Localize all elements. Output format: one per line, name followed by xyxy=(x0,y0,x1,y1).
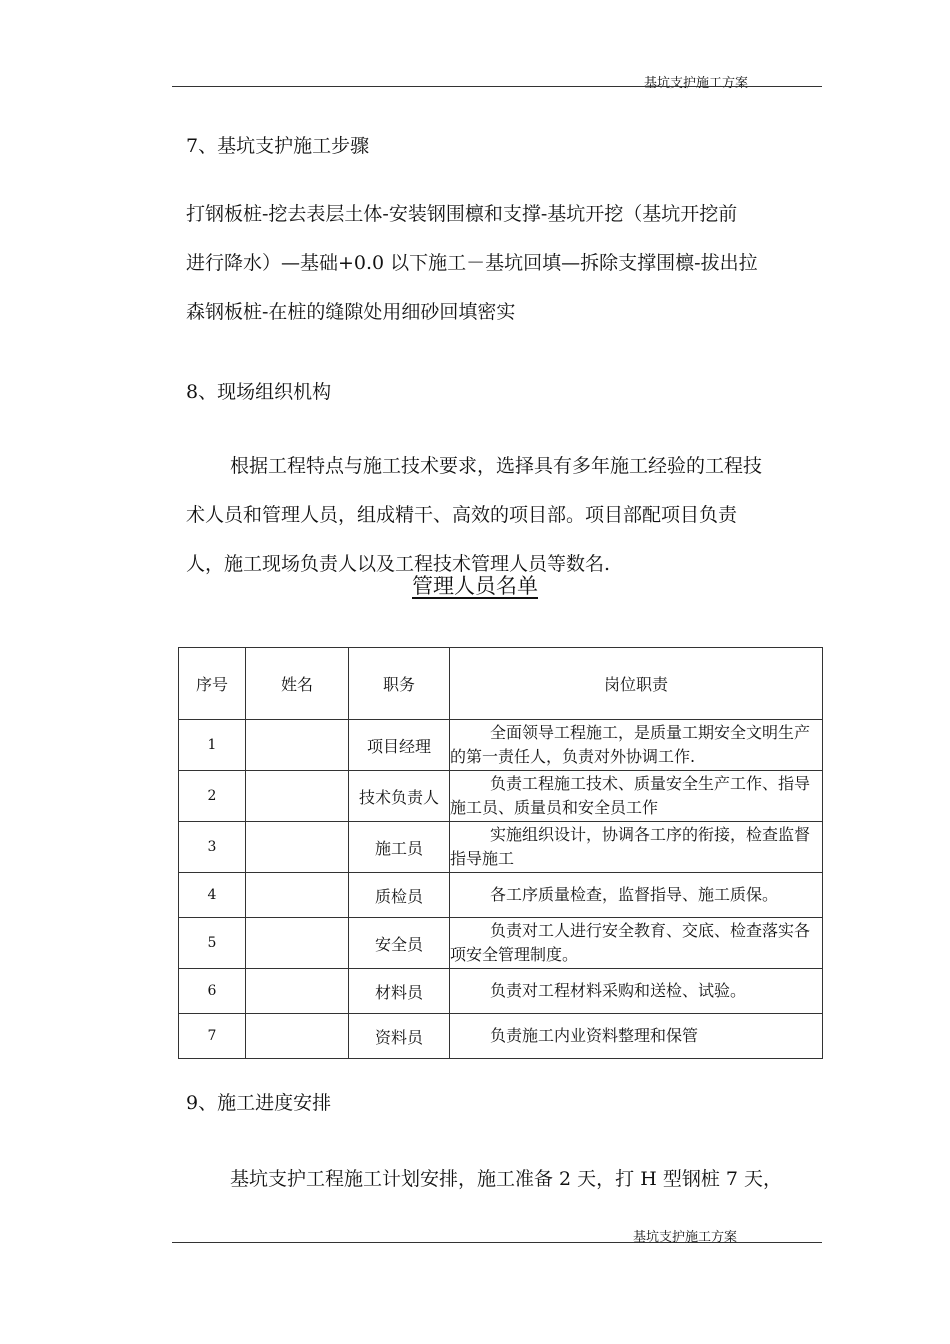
row-duty-text: 全面领导工程施工，是质量工期安全文明生产的第一责任人，负责对外协调工作. xyxy=(450,723,811,766)
section-7-line: 森钢板桩-在桩的缝隙处用细砂回填密实 xyxy=(186,301,516,323)
row-name xyxy=(246,1014,349,1059)
row-duty xyxy=(450,1014,823,1059)
row-duty-text: 负责施工内业资料整理和保管 xyxy=(490,1026,699,1045)
table-header-row xyxy=(179,648,823,720)
row-position: 技术负责人 xyxy=(349,771,450,822)
row-name xyxy=(246,771,349,822)
page-footer-title: 基坑支护施工方案 xyxy=(633,1230,738,1245)
row-position: 施工员 xyxy=(349,822,450,873)
section-8-line: 人，施工现场负责人以及工程技术管理人员等数名. xyxy=(186,553,611,575)
page-header-title: 基坑支护施工方案 xyxy=(644,76,749,91)
section-7-line: 打钢板桩-挖去表层土体-安装钢围檩和支撑-基坑开挖（基坑开挖前 xyxy=(186,203,738,225)
row-duty xyxy=(450,918,823,969)
staff-table xyxy=(178,647,823,1059)
row-duty-text: 负责工程施工技术、质量安全生产工作、指导施工员、质量员和安全员工作 xyxy=(450,774,811,817)
section-7-body xyxy=(186,190,832,337)
section-7-line: 进行降水）—基础+0.0 以下施工－基坑回填—拆除支撑围檩-拔出拉 xyxy=(186,252,758,274)
row-duty xyxy=(450,822,823,873)
row-number: 7 xyxy=(179,1014,246,1059)
row-name xyxy=(246,873,349,918)
row-duty-text: 实施组织设计，协调各工序的衔接，检查监督指导施工 xyxy=(450,825,811,868)
section-8-body xyxy=(186,442,832,589)
table-row xyxy=(179,720,823,771)
section-9-heading: 9、施工进度安排 xyxy=(186,1092,332,1114)
row-duty xyxy=(450,720,823,771)
row-position: 安全员 xyxy=(349,918,450,969)
row-position: 项目经理 xyxy=(349,720,450,771)
row-number: 6 xyxy=(179,969,246,1014)
column-header: 姓名 xyxy=(246,648,349,720)
section-8-line: 根据工程特点与施工技术要求，选择具有多年施工经验的工程技 xyxy=(230,455,763,477)
row-duty-text: 负责对工程材料采购和送检、试验。 xyxy=(490,981,747,1000)
table-title-text: 管理人员名单 xyxy=(412,574,538,598)
column-header: 职务 xyxy=(349,648,450,720)
row-duty xyxy=(450,771,823,822)
table-row xyxy=(179,873,823,918)
section-7-heading: 7、基坑支护施工步骤 xyxy=(186,135,370,157)
table-row xyxy=(179,1014,823,1059)
row-number: 4 xyxy=(179,873,246,918)
section-8-line: 术人员和管理人员，组成精干、高效的项目部。项目部配项目负责 xyxy=(186,504,738,526)
section-8-heading: 8、现场组织机构 xyxy=(186,381,332,403)
section-9-line: 基坑支护工程施工计划安排，施工准备 2 天，打 H 型钢桩 7 天， xyxy=(230,1168,782,1190)
row-position: 材料员 xyxy=(349,969,450,1014)
row-name xyxy=(246,822,349,873)
row-number: 5 xyxy=(179,918,246,969)
table-row xyxy=(179,822,823,873)
row-duty-text: 负责对工人进行安全教育、交底、检查落实各项安全管理制度。 xyxy=(450,921,811,964)
table-row xyxy=(179,771,823,822)
row-number: 1 xyxy=(179,720,246,771)
header-rule xyxy=(172,86,822,87)
row-position: 质检员 xyxy=(349,873,450,918)
row-name xyxy=(246,918,349,969)
row-number: 2 xyxy=(179,771,246,822)
row-position: 资料员 xyxy=(349,1014,450,1059)
table-row xyxy=(179,918,823,969)
row-name xyxy=(246,720,349,771)
row-duty xyxy=(450,969,823,1014)
footer-rule xyxy=(172,1242,822,1243)
row-duty xyxy=(450,873,823,918)
row-number: 3 xyxy=(179,822,246,873)
column-header: 序号 xyxy=(179,648,246,720)
row-name xyxy=(246,969,349,1014)
column-header: 岗位职责 xyxy=(450,648,823,720)
table-title xyxy=(0,570,950,600)
row-duty-text: 各工序质量检查，监督指导、施工质保。 xyxy=(490,885,779,904)
table-row xyxy=(179,969,823,1014)
